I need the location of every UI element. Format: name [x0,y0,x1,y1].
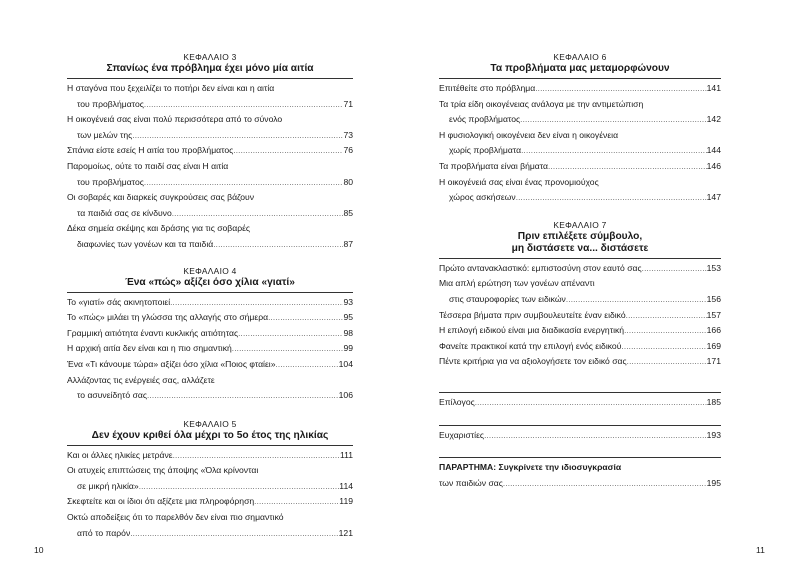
toc-entry [439,81,721,97]
toc-entry [439,339,721,355]
toc-entry [67,221,353,252]
leader-dots [268,310,343,326]
toc-entry-epilogue [439,392,721,411]
leader-dots [627,354,707,370]
page-ref: 153 [706,262,721,273]
chapter-title: Δεν έχουν κριθεί όλα μέχρι το 5ο έτος της ηλικίας [91,429,329,441]
page-ref: 142 [706,114,721,125]
entry-text: Η οικογένειά σας είναι ένας προνομιούχος [439,176,599,187]
toc-entry [439,175,721,206]
toc-entry [67,326,353,342]
entry-text: Πέντε κριτήρια για να αξιολογήσετε τον ειδικό σας [439,356,627,367]
toc-entry-acknowledgements [439,425,721,444]
page-ref: 185 [706,396,721,407]
toc-entry [67,494,353,510]
chapter-title: Σπανίως ένα πρόβλημα έχει μόνο μία αιτία [106,63,314,74]
chapter-6 [439,51,721,206]
chapter-3 [67,51,353,253]
right-page [398,0,796,581]
page-number: 11 [756,545,765,555]
toc-entry [439,354,721,370]
toc-entry [67,357,353,373]
page-ref: 99 [343,343,353,354]
toc-entry [67,463,353,494]
chapter-number: ΚΕΦΑΛΑΙΟ 7 [553,219,607,230]
toc-entry [439,261,721,277]
leader-dots [144,97,344,113]
page-ref: 104 [338,358,353,369]
entry-text: Η επιλογή ειδικού είναι μια διαδικασία ενεργητική [439,325,625,336]
entry-text: ενός προβλήματος [449,114,521,125]
chapter-number: ΚΕΦΑΛΑΙΟ 3 [183,52,237,62]
leader-dots [144,175,344,191]
page-ref: 80 [343,176,353,187]
entry-text: Σκεφτείτε και οι ίδιοι ότι αξίζετε μια πληροφόρηση [67,496,255,507]
chapter-4 [67,265,353,404]
leader-dots [516,190,707,206]
page-ref: 95 [343,312,353,323]
page-ref: 193 [706,429,721,440]
leader-dots [132,128,343,144]
toc-entry [439,308,721,324]
toc-entry [67,112,353,143]
right-toc-column [439,51,721,491]
toc-entry [67,81,353,112]
toc-entry-appendix [439,457,721,491]
leader-dots [624,323,707,339]
entry-text: χωρίς προβλήματα [449,145,522,156]
leader-dots [621,339,706,355]
divider [439,78,721,79]
leader-dots [147,388,339,404]
leader-dots [170,295,343,311]
divider [67,78,353,79]
entry-text: Παρομοίως, ούτε το παιδί σας είναι Η αιτία [67,160,229,171]
leader-dots [238,326,343,342]
entry-text: χώρος ασκήσεων [449,192,516,203]
chapter-number: ΚΕΦΑΛΑΙΟ 5 [183,418,237,429]
page-ref: 119 [339,496,353,507]
entry-text: Πρώτο αντανακλαστικό: εμπιστοσύνη στον εαυτό σας [439,262,642,273]
leader-dots [626,308,707,324]
leader-dots [548,159,707,175]
page-ref: 114 [339,480,353,491]
leader-dots [276,357,339,373]
leader-dots [232,341,344,357]
toc-entry [67,295,353,311]
entry-text: Και οι άλλες ηλικίες μετράνε [67,449,173,460]
chapter-title: Ένα «πώς» αξίζει όσο χίλια «γιατί» [125,276,295,288]
page-ref: 146 [706,160,721,171]
entry-text: Η φυσιολογική οικογένεια δεν είναι η οικογένεια [439,129,619,140]
entry-text: Επιτέθείτε στο πρόβλημα [439,83,536,93]
leader-dots [521,143,707,159]
divider [67,292,353,293]
entry-text: Οι σοβαρές και διαρκείς συγκρούσεις σας βάζουν [67,192,255,203]
entry-text: Μια απλή ερώτηση των γονέων απέναντι [439,278,595,289]
toc-entry [439,323,721,339]
entry-text: Αλλάζοντας τις ενέργειές σας, αλλάζετε [67,374,215,385]
entry-text: στις σταυροφορίες των ειδικών [449,293,566,304]
divider [439,425,721,426]
page-ref: 73 [343,129,353,140]
entry-text: Το «γιατί» σάς ακινητοποιεί [67,296,171,307]
entry-text: Σπάνια είστε εσείς Η αιτία του προβλήματος [67,145,234,156]
page-ref: 71 [343,98,353,109]
entry-text: το ασυνείδητό σας [77,390,147,401]
entry-text: Δέκα σημεία σκέψης και δράσης για τις σοβαρές [67,223,251,234]
entry-text: Τα προβλήματα είναι βήματα [439,160,549,171]
page-ref: 156 [706,293,721,304]
toc-entry [67,341,353,357]
toc-entry [439,97,721,128]
page-ref: 93 [343,296,353,307]
chapter-7 [439,219,721,370]
appendix-label: ΠΑΡΑΡΤΗΜΑ: [439,462,497,473]
page-number: 10 [34,545,44,555]
page-ref: 111 [339,449,353,460]
leader-dots [475,395,707,411]
entry-text: Η αρχική αιτία δεν είναι και η πιο σημαντική [67,343,232,354]
page-ref: 195 [706,477,721,488]
page-ref: 171 [706,356,721,367]
entry-text: των μελών της [77,129,133,140]
leader-dots [254,494,339,510]
page-ref: 87 [343,238,353,249]
page-ref: 121 [338,527,353,538]
divider [439,258,721,259]
entry-text: Τα τρία είδη οικογένειας ανάλογα με την αντιμετώπιση [439,98,644,109]
leader-dots [642,261,707,277]
leader-dots [535,81,706,97]
page-ref: 169 [706,340,721,351]
toc-entry [67,159,353,190]
entry-text: τα παιδιά σας σε κίνδυνο [77,207,172,218]
toc-entry [439,276,721,307]
appendix-title: Συγκρίνετε την ιδιοσυγκρασία [498,462,622,473]
divider [439,457,721,458]
leader-dots [130,526,338,542]
entry-text: Η σταγόνα που ξεχειλίζει το ποτήρι δεν είναι και η αιτία [67,83,275,93]
toc-entry [67,310,353,326]
toc-entry [67,143,353,159]
chapter-number: ΚΕΦΑΛΑΙΟ 6 [553,52,607,62]
entry-text: από το παρόν [77,527,131,538]
chapter-5 [67,418,353,542]
entry-text: Η οικογένειά σας είναι πολύ περισσότερα από το σύνολο [67,114,283,125]
entry-text: Ευχαριστίες [439,429,485,440]
leader-dots [566,292,707,308]
page-ref: 106 [338,390,353,401]
entry-text: του προβλήματος [77,176,144,187]
chapter-title-line-2: μη διστάσετε να... διστάσετε [511,242,649,254]
page-ref: 144 [706,145,721,156]
entry-text: Γραμμική αιτιότητα έναντι κυκλικής αιτιότητας [67,327,239,338]
toc-entry [67,448,353,464]
page-ref: 157 [706,309,721,320]
page-ref: 98 [343,327,353,338]
page-ref: 141 [706,83,721,93]
entry-text: σε μικρή ηλικία» [77,480,139,491]
chapter-title-line-1: Πριν επιλέξετε σύμβουλο, [517,230,643,242]
page-ref: 85 [343,207,353,218]
entry-text: Οι ατυχείς επιπτώσεις της άποψης «Όλα κρίνονται [67,465,259,476]
entry-text: Επίλογος [439,396,475,407]
left-toc-column [67,51,353,541]
leader-dots [139,479,340,495]
toc-entry [439,159,721,175]
leader-dots [172,206,344,222]
page-ref: 147 [706,192,721,203]
toc-entry [67,190,353,221]
leader-dots [213,237,343,253]
chapter-title: Τα προβλήματα μας μεταμορφώνουν [490,63,670,74]
entry-text: Τέσσερα βήματα πριν συμβουλευτείτε έναν ειδικό [439,309,626,320]
entry-text: Οκτώ αποδείξεις ότι το παρελθόν δεν είναι πιο σημαντικό [67,512,284,523]
entry-text: διαφωνίες των γονέων και τα παιδιά [77,238,214,249]
leader-dots [503,476,707,492]
entry-text: των παιδιών σας [439,477,503,488]
page-ref: 166 [706,325,721,336]
toc-entry [67,373,353,404]
entry-text: Το «πώς» μιλάει τη γλώσσα της αλλαγής στο σήμερα [67,312,269,323]
toc-entry [67,510,353,541]
entry-text: Ένα «Τι κάνουμε τώρα» αξίζει όσο χίλια «Ποιος φταίει» [67,358,276,369]
leader-dots [173,448,340,464]
leader-dots [233,143,343,159]
leader-dots [484,428,707,444]
divider [439,392,721,393]
entry-text: Φανείτε πρακτικοί κατά την επιλογή ενός ειδικού [439,340,622,351]
divider [67,445,353,446]
entry-text: του προβλήματος [77,98,144,109]
toc-entry [439,128,721,159]
leader-dots [520,112,706,128]
page-ref: 76 [343,145,353,156]
chapter-number: ΚΕΦΑΛΑΙΟ 4 [183,265,237,276]
